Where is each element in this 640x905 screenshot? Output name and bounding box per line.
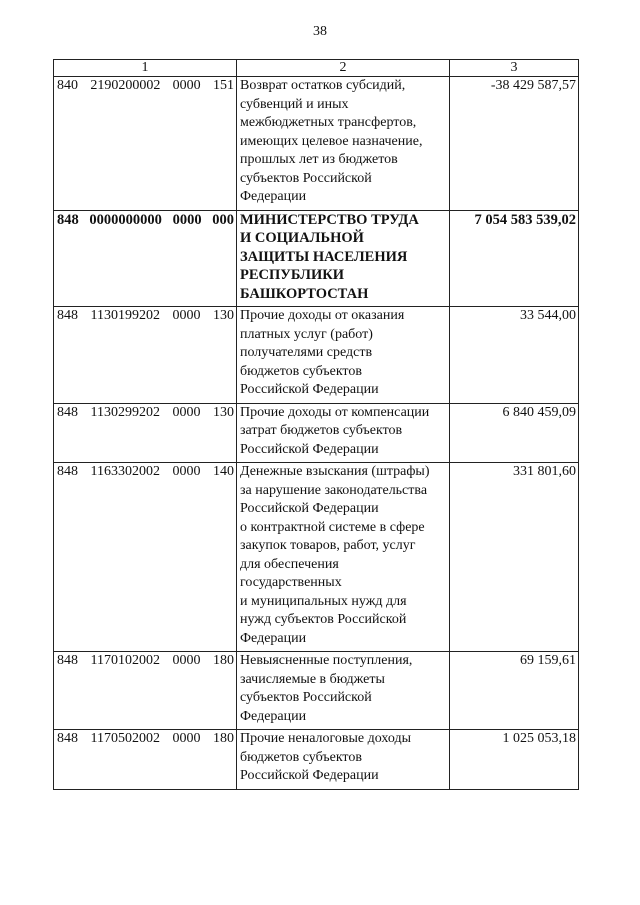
kosgu-code: 180 bbox=[212, 653, 234, 668]
budget-code-cell bbox=[54, 77, 237, 211]
revenue-name-cell: Денежные взыскания (штрафы) за нарушение законодательства Российской Федерации о контрактной системе в сфере закупок товаров, работ, услуг для обеспечения государственных и муниципальных нужд для нужд субъектов Российской Федерации bbox=[237, 463, 450, 652]
amount-cell: 69 159,61 bbox=[450, 652, 579, 730]
kosgu-code: 130 bbox=[212, 308, 234, 323]
budget-code-cell bbox=[54, 652, 237, 730]
subtype-code: 0000 bbox=[172, 731, 201, 746]
column-header-1: 1 bbox=[54, 60, 237, 77]
classification-code: 1170502002 bbox=[90, 731, 160, 746]
classification-code: 1163302002 bbox=[90, 464, 160, 479]
table-row bbox=[54, 307, 579, 404]
budget-code-cell bbox=[54, 403, 237, 463]
admin-code: 848 bbox=[57, 308, 78, 323]
header-row bbox=[54, 60, 579, 77]
budget-table bbox=[53, 59, 579, 790]
amount-cell: 1 025 053,18 bbox=[450, 730, 579, 790]
kosgu-code: 151 bbox=[212, 78, 234, 93]
table-body bbox=[54, 77, 579, 790]
classification-code: 0000000000 bbox=[89, 211, 162, 228]
table-row bbox=[54, 77, 579, 211]
budget-code-cell bbox=[54, 730, 237, 790]
budget-code bbox=[57, 77, 234, 96]
budget-code bbox=[57, 652, 234, 671]
amount-cell: 331 801,60 bbox=[450, 463, 579, 652]
revenue-name-cell: Невыясненные поступления, зачисляемые в бюджеты субъектов Российской Федерации bbox=[237, 652, 450, 730]
budget-code-cell bbox=[54, 463, 237, 652]
column-header-2: 2 bbox=[237, 60, 450, 77]
amount-cell: 33 544,00 bbox=[450, 307, 579, 404]
classification-code: 1170102002 bbox=[90, 653, 160, 668]
subtype-code: 0000 bbox=[172, 308, 201, 323]
revenue-name-cell: МИНИСТЕРСТВО ТРУДА И СОЦИАЛЬНОЙ ЗАЩИТЫ НАСЕЛЕНИЯ РЕСПУБЛИКИ БАШКОРТОСТАН bbox=[237, 210, 450, 307]
classification-code: 1130299202 bbox=[90, 404, 160, 420]
kosgu-code: 130 bbox=[212, 404, 234, 420]
subtype-code: 0000 bbox=[172, 464, 201, 479]
revenue-name-cell: Прочие доходы от оказания платных услуг (работ) получателями средств бюджетов субъектов Российской Федерации bbox=[237, 307, 450, 404]
revenue-name-cell: Прочие неналоговые доходы бюджетов субъектов Российской Федерации bbox=[237, 730, 450, 790]
budget-code bbox=[57, 463, 234, 482]
admin-code: 848 bbox=[57, 731, 78, 746]
subtype-code: 0000 bbox=[172, 404, 201, 420]
admin-code: 848 bbox=[57, 653, 78, 668]
budget-code-cell bbox=[54, 210, 237, 307]
classification-code: 2190200002 bbox=[90, 78, 161, 93]
column-header-3: 3 bbox=[450, 60, 579, 77]
table-row bbox=[54, 463, 579, 652]
admin-code: 848 bbox=[57, 211, 79, 228]
page-number: 38 bbox=[313, 24, 327, 39]
admin-code: 840 bbox=[57, 78, 78, 93]
kosgu-code: 000 bbox=[212, 211, 234, 228]
budget-code bbox=[57, 730, 234, 749]
classification-code: 1130199202 bbox=[90, 308, 160, 323]
kosgu-code: 180 bbox=[212, 731, 234, 746]
amount-cell: 7 054 583 539,02 bbox=[450, 210, 579, 307]
subtype-code: 0000 bbox=[172, 78, 201, 93]
budget-code bbox=[57, 307, 234, 326]
kosgu-code: 140 bbox=[212, 464, 234, 479]
table-row bbox=[54, 652, 579, 730]
budget-code bbox=[57, 404, 234, 423]
table-row bbox=[54, 730, 579, 790]
admin-code: 848 bbox=[57, 404, 78, 420]
revenue-name-cell: Прочие доходы от компенсации затрат бюджетов субъектов Российской Федерации bbox=[237, 403, 450, 463]
subtype-code: 0000 bbox=[172, 653, 201, 668]
admin-code: 848 bbox=[57, 464, 78, 479]
amount-cell: -38 429 587,57 bbox=[450, 77, 579, 211]
budget-code bbox=[57, 211, 234, 230]
revenue-name-cell: Возврат остатков субсидий, субвенций и иных межбюджетных трансфертов, имеющих целевое назначение, прошлых лет из бюджетов субъектов Российской Федерации bbox=[237, 77, 450, 211]
budget-code-cell bbox=[54, 307, 237, 404]
subtype-code: 0000 bbox=[172, 211, 202, 228]
table-row bbox=[54, 403, 579, 463]
table-row bbox=[54, 210, 579, 307]
amount-cell: 6 840 459,09 bbox=[450, 403, 579, 463]
